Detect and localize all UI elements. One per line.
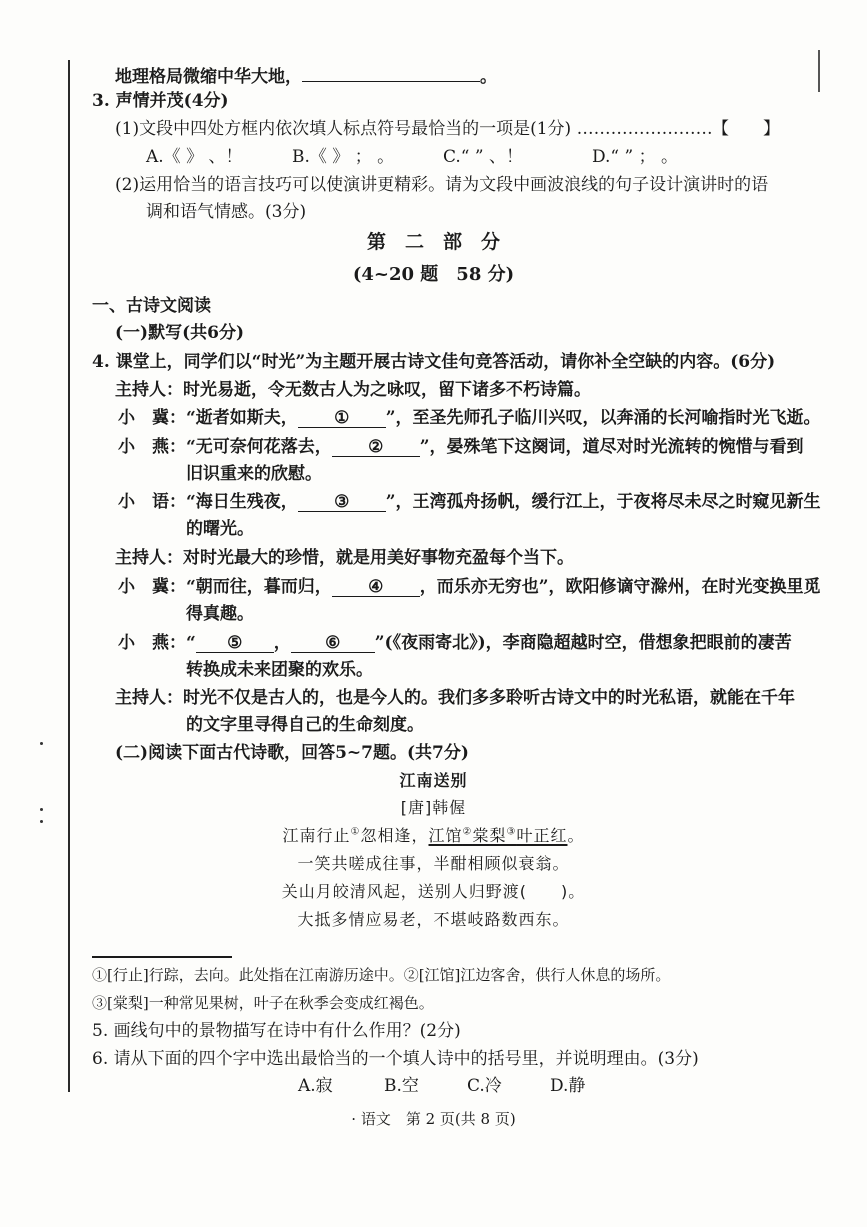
q3-part2-line2: 调和语气情感。(3分)	[146, 202, 307, 222]
dialogue-host-cont: 的文字里寻得自己的生命刻度。	[186, 715, 424, 735]
poem-line-4: 大抵多情应易老，不堪岐路数西东。	[297, 910, 570, 929]
answer-blank-6[interactable]: ⑥	[291, 632, 375, 653]
dialogue-xiaoji-cont: 得真趣。	[186, 604, 254, 624]
answer-blank[interactable]	[302, 61, 480, 82]
underlined-line: 江馆②棠梨③叶正红	[428, 826, 568, 845]
dialogue-xiaoyan-cont: 旧识重来的欣慰。	[186, 464, 322, 484]
binding-margin-line	[68, 60, 70, 1092]
q3-option-c: C.“ ” 、！	[443, 147, 523, 167]
q6-option-d: D.静	[550, 1076, 586, 1096]
footnote-rule	[92, 956, 232, 958]
footnote: ③[棠梨]一种常见果树，叶子在秋季会变成红褐色。	[92, 994, 434, 1012]
dialogue-xiaoyan: 小 燕：“无可奈何花落去， ② ”，晏殊笔下这阕词，道尽对时光流转的惋惜与看到	[118, 437, 804, 457]
poem-line-2: 一笑共嗟成往事，半酣相顾似衰翁。	[297, 854, 570, 873]
answer-blank-5[interactable]: ⑤	[196, 632, 274, 653]
section-title: 一、古诗文阅读	[92, 296, 211, 316]
q3-title: 3. 声情并茂(4分)	[92, 91, 229, 111]
dialogue-xiaoyu: 小 语：“海日生残夜， ③ ”，王湾孤舟扬帆，缓行江上，于夜将尽未尽之时窥见新生	[118, 492, 821, 512]
q6-title: 6. 请从下面的四个字中选出最恰当的一个填人诗中的括号里，并说明理由。(3分)	[92, 1049, 699, 1069]
dialogue-xiaoyan-cont: 转换成未来团聚的欢乐。	[186, 660, 373, 680]
answer-blank-1[interactable]: ①	[298, 407, 386, 428]
q6-option-b: B.空	[384, 1076, 419, 1096]
q5-title: 5. 画线句中的景物描写在诗中有什么作用？(2分)	[92, 1021, 461, 1041]
q3-option-a: A.《 》 、！	[146, 147, 243, 167]
q3-option-d: D.“ ” ； 。	[592, 147, 679, 167]
q4-title: 4. 课堂上，同学们以“时光”为主题开展古诗文佳句竞答活动，请你补全空缺的内容。(6分)	[92, 352, 776, 372]
poem-line-1: 江南行止①忽相逢，江馆②棠梨③叶正红。	[282, 826, 585, 845]
poem-line-3: 关山月皎清风起，送别人归野渡( )。	[281, 882, 586, 901]
q6-option-c: C.冷	[467, 1076, 502, 1096]
q2-tail-line: 地理格局微缩中华大地， 。	[115, 61, 497, 88]
q3-option-b: B.《 》 ； 。	[292, 147, 395, 167]
scan-edge-mark	[818, 50, 820, 92]
dialogue-xiaoyu-cont: 的曙光。	[186, 519, 254, 539]
answer-bracket[interactable]: 【 】	[712, 119, 780, 139]
answer-blank-2[interactable]: ②	[332, 436, 420, 457]
q3-part2-line1: (2)运用恰当的语言技巧可以使演讲更精彩。请为文段中画波浪线的句子设计演讲时的语	[115, 175, 769, 195]
scan-dot	[40, 742, 43, 745]
dialogue-xiaoyan: 小 燕：“ ⑤ ， ⑥ ”(《夜雨寄北》)，李商隐超越时空，借想象把眼前的凄苦	[118, 633, 792, 653]
dialogue-xiaoji: 小 冀：“朝而往，暮而归， ④ ，而乐亦无穷也”，欧阳修谪守滁州，在时光变换里觅	[118, 577, 821, 597]
part-subtitle: (4~20 题 58 分)	[352, 264, 515, 285]
dialogue-xiaoji: 小 冀：“逝者如斯夫， ① ”，至圣先师孔子临川兴叹，以奔涌的长河喻指时光飞逝。	[118, 408, 821, 428]
part-title: 第 二 部 分	[366, 231, 500, 253]
q3-part1: (1)文段中四处方框内依次填人标点符号最恰当的一项是(1分) ……………………	[115, 119, 713, 139]
page-footer: · 语文 第 2 页(共 8 页)	[351, 1110, 516, 1128]
footnote: ①[行止]行踪，去向。此处指在江南游历途中。②[江馆]江边客舍，供行人休息的场所。	[92, 966, 671, 984]
poem-author: [唐]韩偓	[400, 798, 467, 817]
scan-dot	[40, 820, 43, 823]
dialogue-host: 主持人：时光易逝，令无数古人为之咏叹，留下诸多不朽诗篇。	[115, 380, 591, 400]
subsection-title: (一)默写(共6分)	[115, 323, 245, 343]
poem-title: 江南送别	[399, 771, 468, 790]
dialogue-host: 主持人：时光不仅是古人的，也是今人的。我们多多聆听古诗文中的时光私语，就能在千年	[115, 688, 795, 708]
answer-blank-4[interactable]: ④	[332, 576, 420, 597]
dialogue-host: 主持人：对时光最大的珍惜，就是用美好事物充盈每个当下。	[115, 548, 574, 568]
answer-blank-3[interactable]: ③	[298, 491, 386, 512]
subsection-title: (二)阅读下面古代诗歌，回答5~7题。(共7分)	[115, 743, 469, 763]
q6-option-a: A.寂	[298, 1076, 333, 1096]
